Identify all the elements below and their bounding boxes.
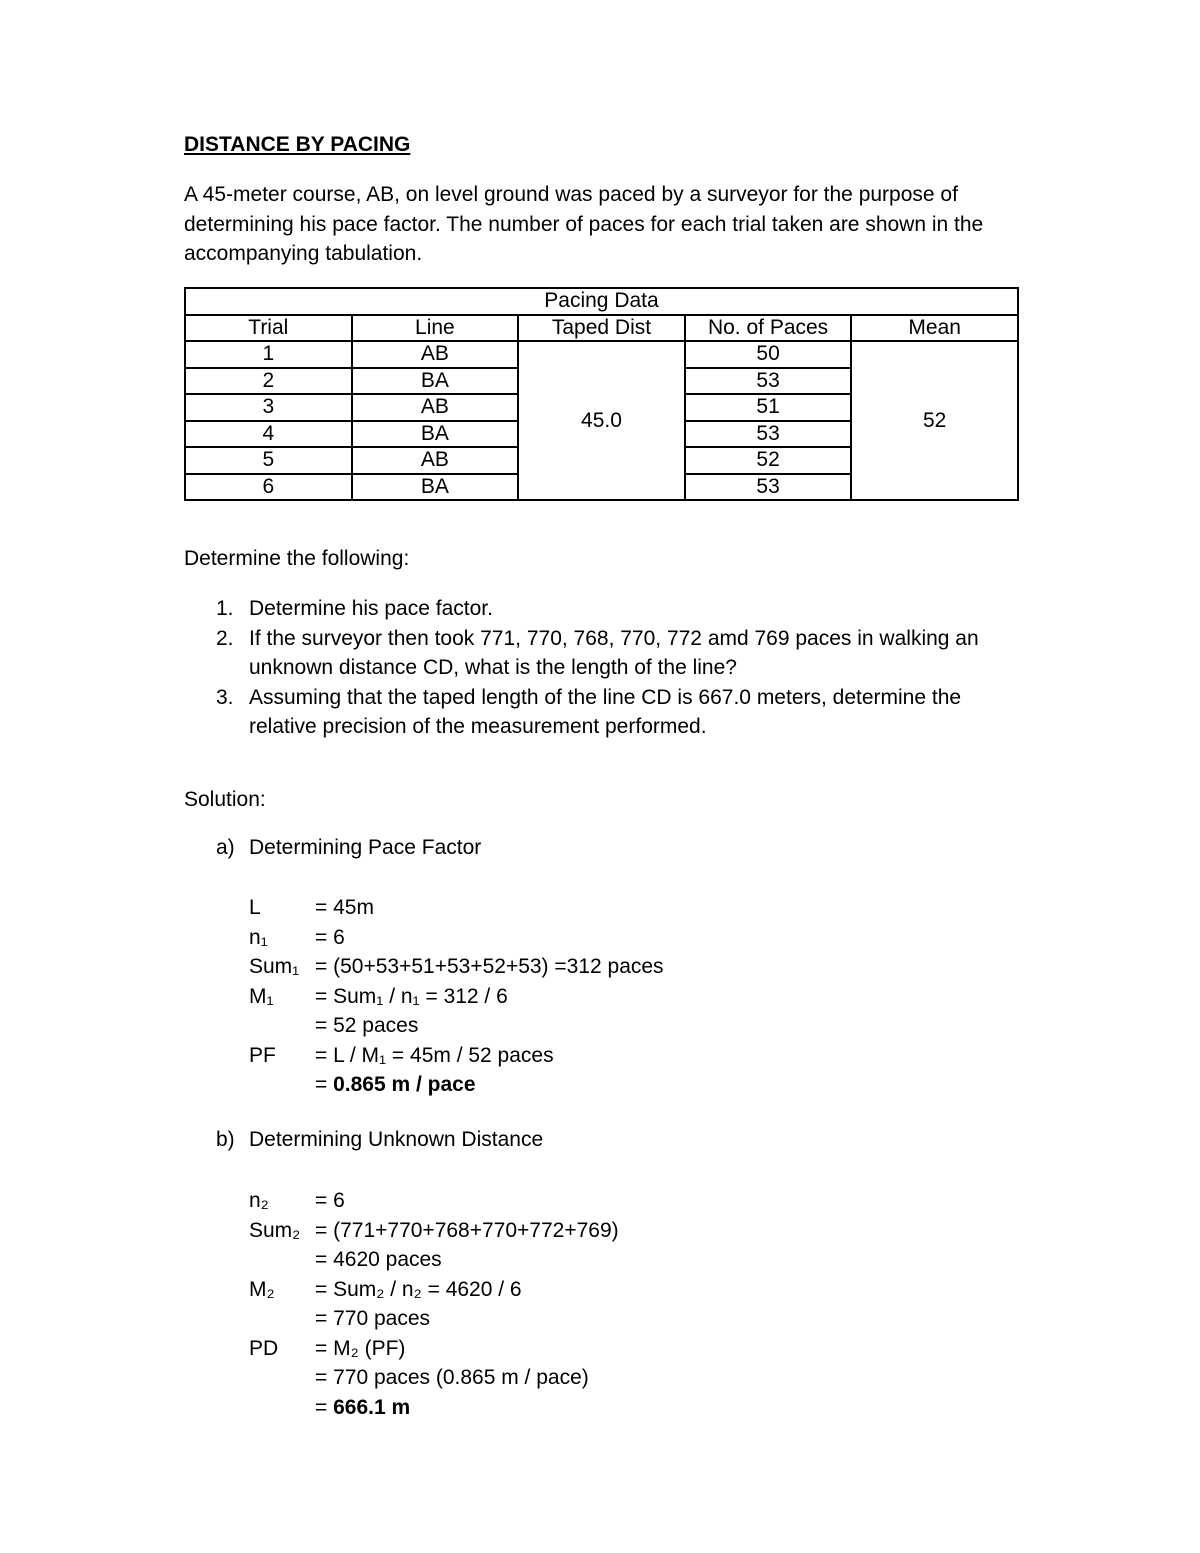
problem-statement (184, 180, 1024, 269)
calc-lhs: PD (249, 1336, 279, 1360)
trial-cell: 4 (185, 421, 352, 448)
header-taped-dist: Taped Dist (518, 315, 685, 342)
header-no-of-paces: No. of Paces (685, 315, 852, 342)
mean-cell: 52 (851, 341, 1018, 500)
pacing-data-table (184, 287, 1019, 501)
paces-cell: 50 (685, 341, 852, 368)
calc-rhs: = (771+770+768+770+772+769) (315, 1218, 619, 1242)
part-b-letter: b) (216, 1128, 235, 1151)
calc-lhs: Sum₁ (249, 955, 300, 978)
calc-rhs: = Sum₂ / n₂ = 4620 / 6 (315, 1277, 522, 1301)
paces-cell: 53 (685, 421, 852, 448)
line-cell: BA (352, 474, 519, 501)
result-prefix: = (315, 1395, 334, 1419)
list-item (184, 624, 1024, 683)
calc-rhs: = 45m (315, 896, 374, 919)
calc-lhs: L (249, 896, 261, 919)
question-text: If the surveyor then took 771, 770, 768, 770, 772 amd 769 paces in walking an unknown distance CD, what is the length of the line? (249, 626, 979, 679)
question-number: 2. (216, 626, 234, 650)
trial-cell: 3 (185, 394, 352, 421)
table-row (185, 341, 1018, 368)
question-text: Assuming that the taped length of the line CD is 667.0 meters, determine the relative precision of the measurement performed. (249, 685, 962, 738)
question-text: Determine his pace factor. (249, 597, 493, 620)
header-line: Line (352, 315, 519, 342)
line-cell: BA (352, 368, 519, 395)
calc-rhs: = 770 paces (315, 1307, 431, 1330)
calc-lhs: Sum₂ (249, 1218, 301, 1242)
line-cell: AB (352, 447, 519, 474)
pace-factor-result: 0.865 m / pace (333, 1073, 476, 1096)
calc-rhs: = 6 (315, 925, 345, 949)
calc-lhs: PF (249, 1043, 276, 1067)
part-a-letter: a) (216, 836, 235, 859)
question-number: 3. (216, 685, 234, 709)
solution-label: Solution: (184, 788, 266, 811)
paces-cell: 53 (685, 474, 852, 501)
calc-result (315, 1393, 410, 1423)
calc-result (315, 1070, 476, 1100)
calc-rhs: = (50+53+51+53+52+53) =312 paces (315, 955, 664, 978)
line-cell: AB (352, 341, 519, 368)
calc-lhs: n₂ (249, 1189, 269, 1212)
calc-lhs: n₁ (249, 925, 268, 949)
question-number: 1. (216, 597, 234, 620)
calc-rhs: = 4620 paces (315, 1248, 442, 1271)
line-cell: BA (352, 421, 519, 448)
part-a-title: Determining Pace Factor (249, 836, 482, 859)
trial-cell: 1 (185, 341, 352, 368)
header-trial: Trial (185, 315, 352, 342)
trial-cell: 6 (185, 474, 352, 501)
paces-cell: 51 (685, 394, 852, 421)
part-a-heading (216, 836, 481, 860)
paces-cell: 52 (685, 447, 852, 474)
calc-rhs: = 770 paces (0.865 m / pace) (315, 1366, 589, 1389)
header-mean: Mean (851, 315, 1018, 342)
trial-cell: 2 (185, 368, 352, 395)
calc-lhs: M₂ (249, 1277, 275, 1301)
part-b-title: Determining Unknown Distance (249, 1128, 544, 1151)
list-item (184, 683, 1024, 742)
intro-paragraph: A 45-meter course, AB, on level ground was paced by a surveyor for the purpose of determining his pace factor. The number of paces for each trial taken are shown in the accompanying tabulation. (184, 183, 984, 265)
line-cell: AB (352, 394, 519, 421)
calc-rhs: = 52 paces (315, 1014, 419, 1037)
list-item (184, 594, 1024, 624)
calc-lhs: M₁ (249, 984, 274, 1008)
part-b-heading (216, 1128, 543, 1152)
document-title: DISTANCE BY PACING (184, 133, 411, 156)
paced-distance-result: 666.1 m (333, 1395, 411, 1419)
questions-lead: Determine the following: (184, 547, 410, 570)
questions-list (184, 594, 1024, 742)
taped-dist-cell: 45.0 (518, 341, 685, 500)
result-prefix: = (315, 1073, 334, 1096)
table-caption-row (185, 288, 1018, 315)
paces-cell: 53 (685, 368, 852, 395)
calc-rhs: = L / M₁ = 45m / 52 paces (315, 1043, 554, 1067)
calc-rhs: = Sum₁ / n₁ = 312 / 6 (315, 984, 508, 1008)
trial-cell: 5 (185, 447, 352, 474)
table-caption: Pacing Data (185, 288, 1018, 315)
calc-rhs: = 6 (315, 1189, 345, 1212)
calc-rhs: = M₂ (PF) (315, 1336, 406, 1360)
table-header-row (185, 315, 1018, 342)
